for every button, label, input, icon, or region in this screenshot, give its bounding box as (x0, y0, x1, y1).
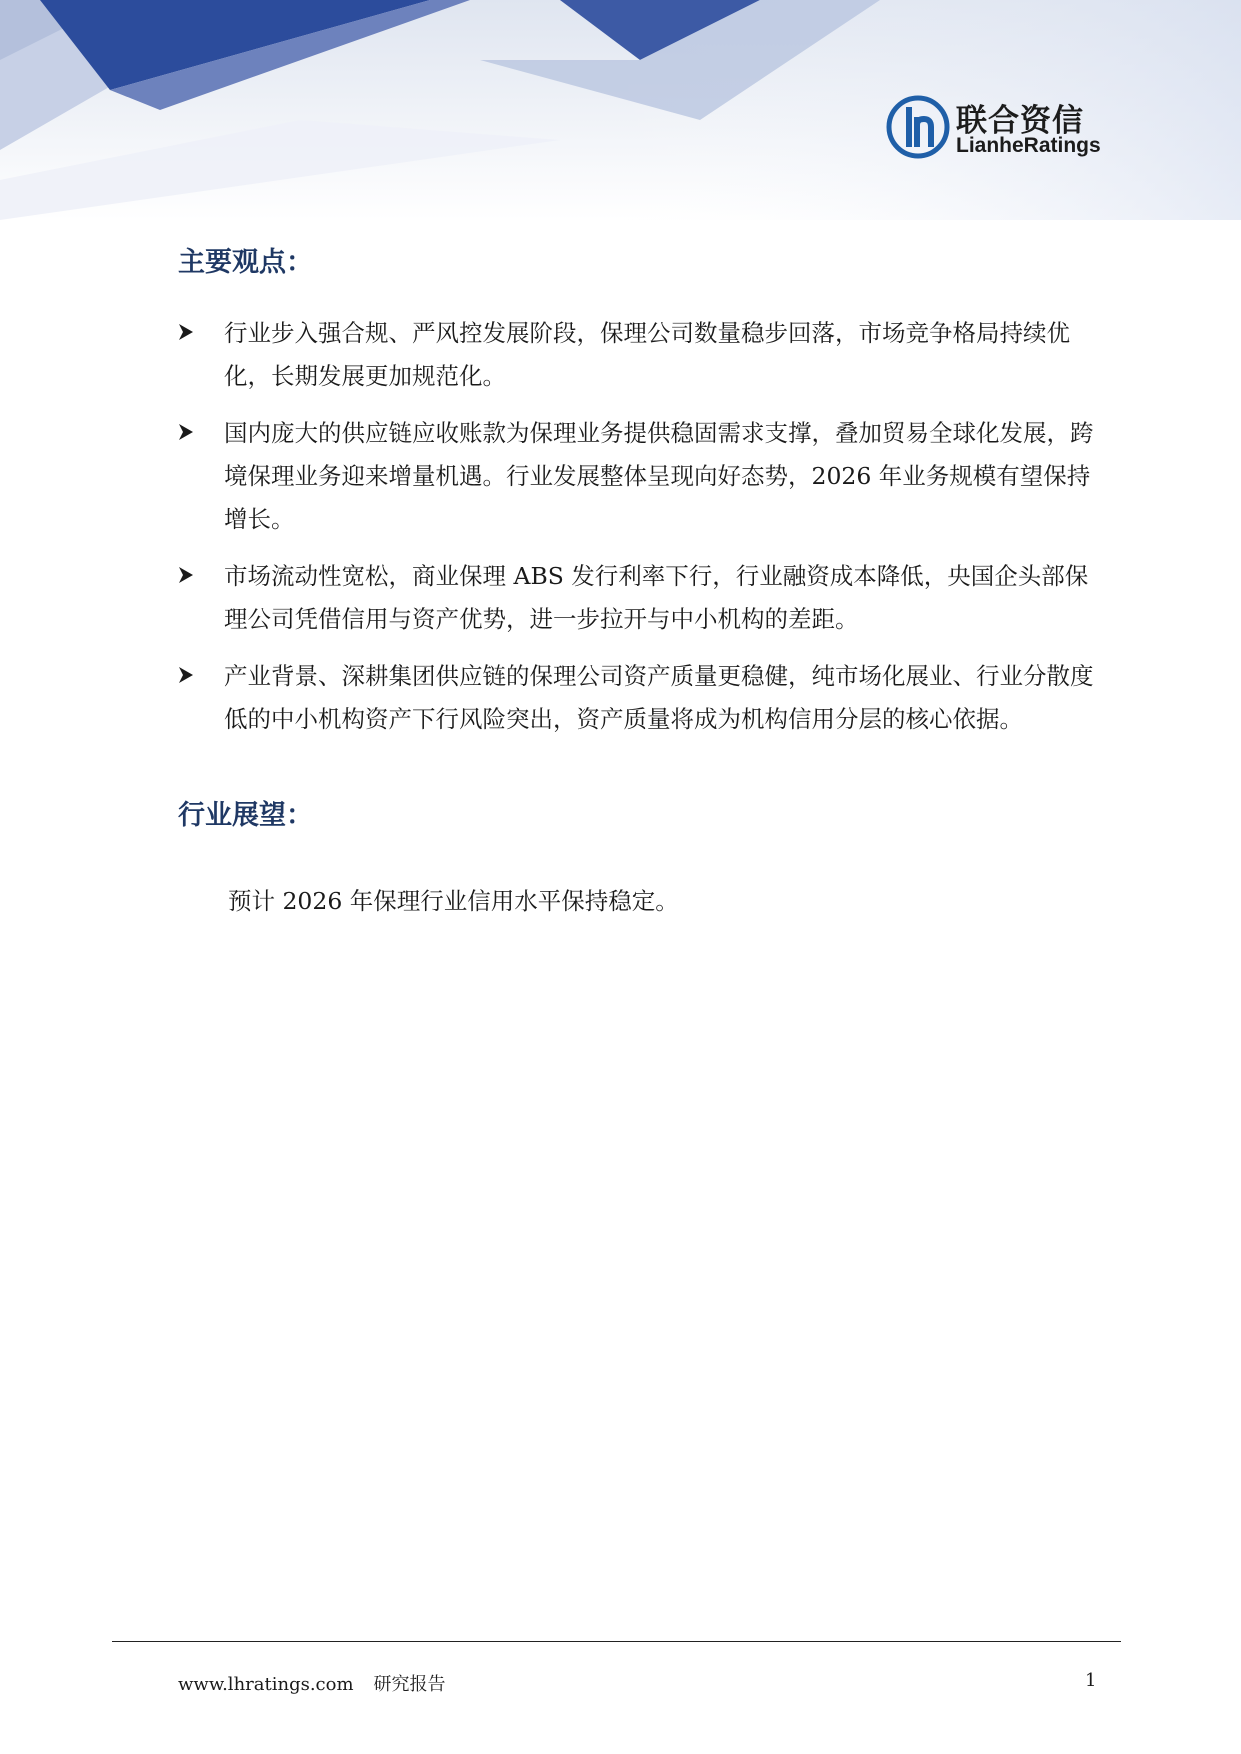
arrow-bullet-icon (178, 423, 194, 441)
footer-website-link[interactable]: www.lhratings.com (178, 1674, 354, 1695)
page-number: 1 (1085, 1670, 1097, 1691)
main-point-item (178, 312, 1108, 398)
main-point-text: 国内庞大的供应链应收账款为保理业务提供稳固需求支撑，叠加贸易全球化发展，跨境保理业务迎来增量机遇。行业发展整体呈现向好态势，2026 年业务规模有望保持增长。 (224, 419, 1094, 533)
company-logo (886, 95, 1106, 161)
arrow-bullet-icon (178, 666, 194, 684)
main-point-item (178, 412, 1108, 541)
footer-info (178, 1670, 446, 1696)
main-point-item (178, 655, 1108, 741)
main-points-list (178, 312, 1108, 755)
logo-chinese-name: 联合资信 (956, 103, 1084, 139)
outlook-text: 预计 2026 年保理行业信用水平保持稳定。 (228, 887, 679, 915)
main-point-text: 产业背景、深耕集团供应链的保理公司资产质量更稳健，纯市场化展业、行业分散度低的中小机构资产下行风险突出，资产质量将成为机构信用分层的核心依据。 (224, 662, 1094, 733)
lianhe-logo-icon (886, 95, 950, 159)
logo-english-name: LianheRatings (956, 134, 1101, 157)
footer-divider (112, 1641, 1121, 1642)
footer-report-type: 研究报告 (373, 1674, 446, 1695)
main-point-text: 市场流动性宽松，商业保理 ABS 发行利率下行，行业融资成本降低，央国企头部保理公司凭借信用与资产优势，进一步拉开与中小机构的差距。 (224, 562, 1089, 633)
main-point-item (178, 555, 1108, 641)
main-point-text: 行业步入强合规、严风控发展阶段，保理公司数量稳步回落，市场竞争格局持续优化，长期发展更加规范化。 (224, 319, 1070, 390)
arrow-bullet-icon (178, 323, 194, 341)
outlook-heading: 行业展望： (178, 800, 313, 831)
arrow-bullet-icon (178, 566, 194, 584)
main-points-heading: 主要观点： (178, 247, 313, 278)
